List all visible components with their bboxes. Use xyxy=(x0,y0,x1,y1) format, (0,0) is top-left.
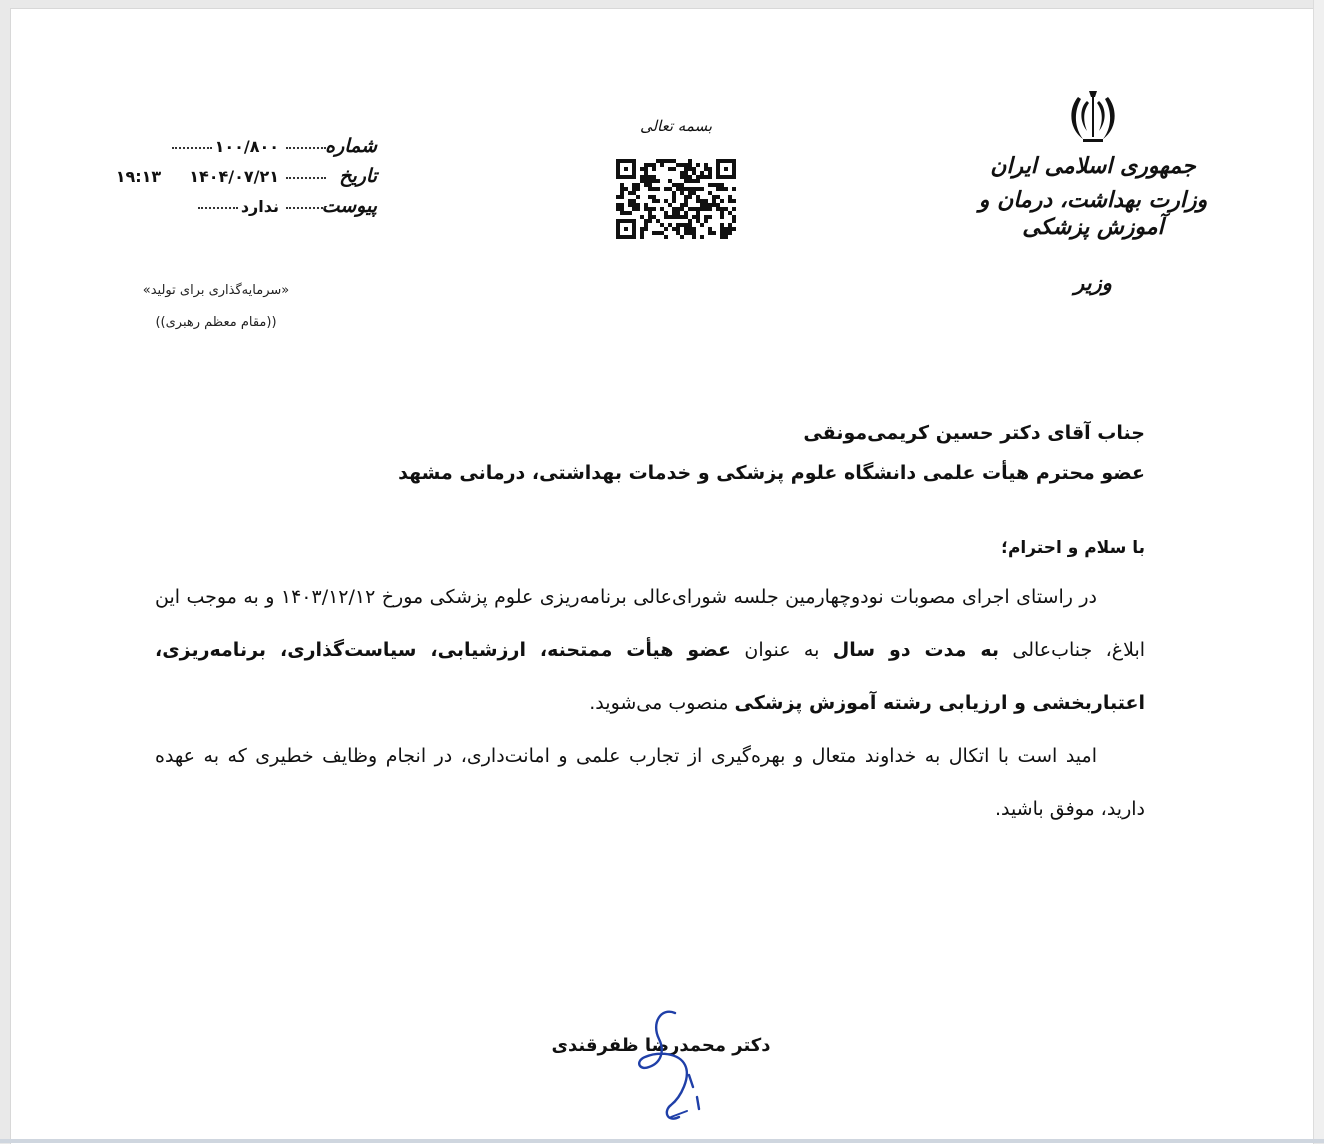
letter-time-value: ۱۹:۱۳ xyxy=(115,167,162,186)
ministry-name-line: وزارت بهداشت، درمان و آموزش پزشکی xyxy=(978,186,1208,240)
letter-number-value: ۱۰۰/۸۰۰ xyxy=(214,137,279,156)
dotted-leader xyxy=(286,177,326,179)
letter-meta xyxy=(87,135,377,225)
ministry-country-line: جمهوری اسلامی ایران xyxy=(990,153,1196,179)
dotted-leader xyxy=(172,147,212,149)
letter-attachment-row xyxy=(87,195,377,225)
recipient-block xyxy=(385,413,1145,493)
paragraph-text: در راستای اجرای مصوبات نودوچهارمین جلسه شورای‌عالی برنامه‌ریزی علوم پزشکی مورخ ۱۴۰۳/۱۲/۱۲ و به موجب این ابلاغ، جناب‌عالی xyxy=(155,586,1146,661)
paragraph-bold-text: به مدت دو سال xyxy=(832,639,999,661)
recipient-name: جناب آقای دکتر حسین کریمی‌مونقی xyxy=(803,422,1145,444)
letter-date-value: ۱۴۰۴/۰۷/۲۱ xyxy=(189,167,279,186)
letter-body xyxy=(155,531,1145,836)
letter-date-label: تاریخ xyxy=(339,165,377,187)
qr-code-icon xyxy=(616,159,736,239)
bismillah-text: بسمه تعالی xyxy=(639,117,713,135)
ministry-header xyxy=(973,87,1213,296)
recipient-position: عضو محترم هیأت علمی دانشگاه علوم پزشکی و خدمات بهداشتی، درمانی مشهد xyxy=(398,462,1145,484)
dotted-leader xyxy=(286,207,326,209)
body-paragraph-2: امید است با اتکال به خداوند متعال و بهره‌گیری از تجارب علمی و امانت‌داری، در انجام وظایف خطیری که به عهده دارید، موفق باشید. xyxy=(155,745,1145,820)
letter-attachment-value: ندارد xyxy=(240,197,279,216)
body-paragraph-1 xyxy=(155,571,1145,730)
letter-number-label: شماره xyxy=(325,135,377,157)
bottom-edge xyxy=(0,1139,1324,1143)
window-scrollbar[interactable] xyxy=(1313,0,1324,1143)
dotted-leader xyxy=(198,207,238,209)
letter-number-row xyxy=(87,135,377,165)
signature-block xyxy=(531,999,791,1139)
iran-emblem-icon xyxy=(1065,87,1121,147)
dotted-leader xyxy=(286,147,326,149)
letter-page xyxy=(10,8,1314,1144)
minister-title: وزیر xyxy=(1074,269,1112,295)
paragraph-text: منصوب می‌شوید. xyxy=(589,692,735,714)
slogan-text: «سرمایه‌گذاری برای تولید» xyxy=(142,283,290,298)
slogan xyxy=(131,275,301,339)
center-header xyxy=(611,117,741,239)
greeting: با سلام و احترام؛ xyxy=(1001,538,1145,558)
signer-name: دکتر محمدرضا ظفرقندی xyxy=(551,1035,771,1056)
paragraph-text: به عنوان xyxy=(731,639,833,661)
paragraph-bold-text: عضو هیأت ممتحنه، ارزشیابی، سیاست‌گذاری، برنامه‌ریزی، اعتباربخشی و ارزیابی رشته آموزش پزشکی xyxy=(155,639,1145,714)
letter-attachment-label: پیوست xyxy=(321,195,377,217)
letter-date-row xyxy=(87,165,377,195)
handwritten-signature-icon xyxy=(601,1005,711,1130)
slogan-attribution: ((مقام معظم رهبری)) xyxy=(155,315,277,330)
